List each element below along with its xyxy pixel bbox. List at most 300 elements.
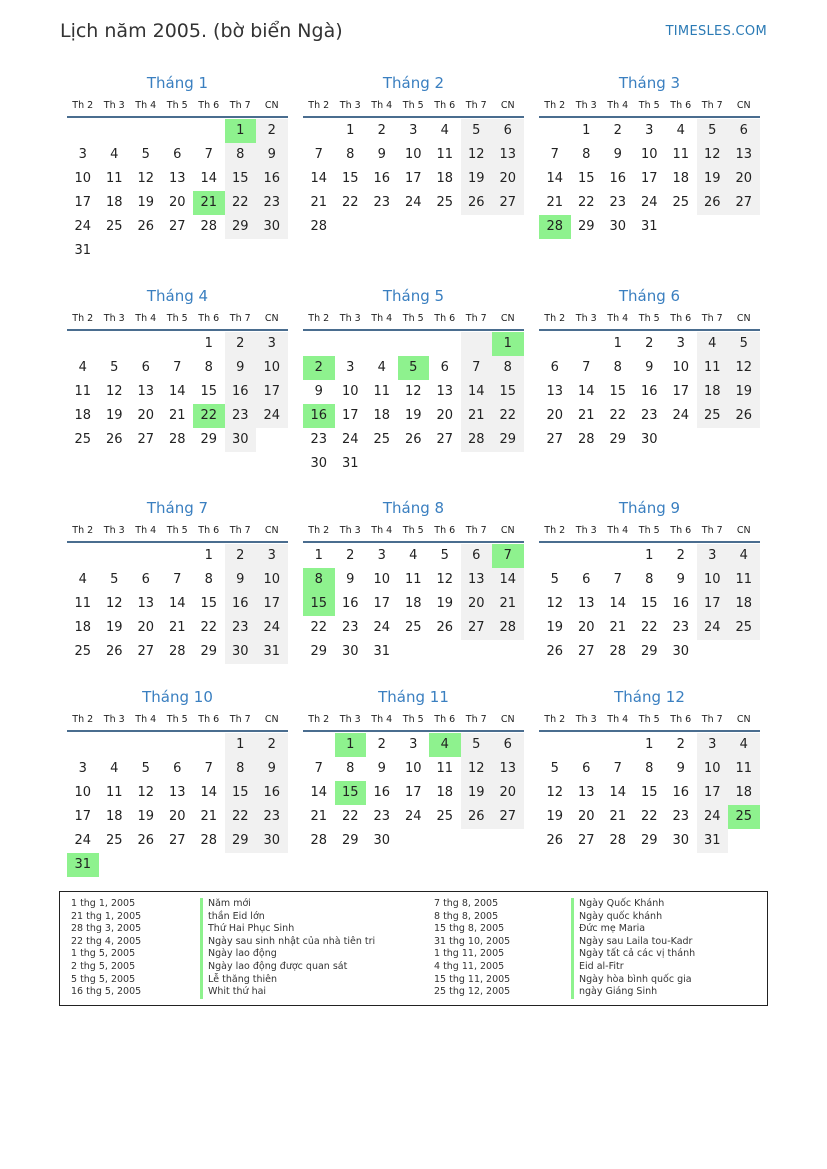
day-cell[interactable]: 28: [310, 219, 328, 234]
day-cell[interactable]: 12: [697, 143, 729, 167]
day-cell[interactable]: 9: [676, 572, 685, 587]
day-cell[interactable]: 21: [609, 809, 627, 824]
day-cell[interactable]: 6: [173, 761, 182, 776]
day-cell[interactable]: 4: [676, 123, 685, 138]
day-cell[interactable]: 27: [492, 805, 524, 829]
day-cell[interactable]: 26: [461, 191, 493, 215]
day-cell[interactable]: 23: [256, 805, 288, 829]
day-cell[interactable]: 22: [225, 191, 257, 215]
day-cell[interactable]: 27: [546, 432, 564, 447]
day-cell[interactable]: 15: [225, 781, 257, 805]
holiday-cell[interactable]: 22: [193, 404, 225, 428]
day-cell[interactable]: 13: [461, 568, 493, 592]
day-cell[interactable]: 18: [697, 380, 729, 404]
day-cell[interactable]: 12: [546, 785, 564, 800]
day-cell[interactable]: 3: [256, 332, 288, 356]
day-cell[interactable]: 2: [613, 123, 622, 138]
day-cell[interactable]: 1: [225, 733, 257, 757]
day-cell[interactable]: 2: [676, 548, 685, 563]
day-cell[interactable]: 6: [440, 360, 449, 375]
day-cell[interactable]: 4: [409, 548, 418, 563]
day-cell[interactable]: 26: [461, 805, 493, 829]
day-cell[interactable]: 10: [341, 384, 359, 399]
day-cell[interactable]: 6: [582, 761, 591, 776]
day-cell[interactable]: 7: [314, 147, 323, 162]
day-cell[interactable]: 10: [404, 147, 422, 162]
day-cell[interactable]: 5: [697, 119, 729, 143]
day-cell[interactable]: 20: [461, 592, 493, 616]
day-cell[interactable]: 20: [137, 620, 155, 635]
day-cell[interactable]: 14: [200, 785, 218, 800]
day-cell[interactable]: 30: [672, 833, 690, 848]
day-cell[interactable]: 29: [200, 644, 218, 659]
day-cell[interactable]: 19: [105, 408, 123, 423]
day-cell[interactable]: 11: [728, 757, 760, 781]
day-cell[interactable]: 20: [436, 408, 454, 423]
day-cell[interactable]: 17: [341, 408, 359, 423]
day-cell[interactable]: 4: [440, 123, 449, 138]
day-cell[interactable]: 28: [168, 432, 186, 447]
day-cell[interactable]: 23: [373, 809, 391, 824]
day-cell[interactable]: 17: [256, 592, 288, 616]
day-cell[interactable]: 4: [110, 147, 119, 162]
day-cell[interactable]: 2: [645, 336, 654, 351]
day-cell[interactable]: 31: [74, 243, 92, 258]
day-cell[interactable]: 27: [436, 432, 454, 447]
day-cell[interactable]: 25: [74, 644, 92, 659]
day-cell[interactable]: 12: [461, 143, 493, 167]
day-cell[interactable]: 18: [74, 408, 92, 423]
day-cell[interactable]: 18: [105, 195, 123, 210]
day-cell[interactable]: 21: [461, 404, 493, 428]
day-cell[interactable]: 2: [346, 548, 355, 563]
day-cell[interactable]: 3: [676, 336, 685, 351]
day-cell[interactable]: 6: [461, 544, 493, 568]
day-cell[interactable]: 20: [728, 167, 760, 191]
day-cell[interactable]: 19: [404, 408, 422, 423]
day-cell[interactable]: 2: [256, 119, 288, 143]
day-cell[interactable]: 20: [492, 167, 524, 191]
day-cell[interactable]: 19: [105, 620, 123, 635]
day-cell[interactable]: 11: [672, 147, 690, 162]
day-cell[interactable]: 3: [697, 544, 729, 568]
day-cell[interactable]: 25: [436, 195, 454, 210]
day-cell[interactable]: 5: [440, 548, 449, 563]
day-cell[interactable]: 10: [256, 356, 288, 380]
day-cell[interactable]: 24: [404, 195, 422, 210]
day-cell[interactable]: 29: [492, 428, 524, 452]
day-cell[interactable]: 6: [582, 572, 591, 587]
day-cell[interactable]: 19: [461, 781, 493, 805]
day-cell[interactable]: 23: [341, 620, 359, 635]
day-cell[interactable]: 28: [310, 833, 328, 848]
day-cell[interactable]: 15: [609, 384, 627, 399]
day-cell[interactable]: 16: [609, 171, 627, 186]
day-cell[interactable]: 26: [436, 620, 454, 635]
day-cell[interactable]: 20: [168, 195, 186, 210]
day-cell[interactable]: 7: [550, 147, 559, 162]
day-cell[interactable]: 27: [577, 644, 595, 659]
day-cell[interactable]: 10: [74, 785, 92, 800]
day-cell[interactable]: 28: [168, 644, 186, 659]
day-cell[interactable]: 7: [314, 761, 323, 776]
day-cell[interactable]: 18: [728, 592, 760, 616]
day-cell[interactable]: 13: [577, 785, 595, 800]
day-cell[interactable]: 9: [346, 572, 355, 587]
day-cell[interactable]: 29: [609, 432, 627, 447]
day-cell[interactable]: 24: [404, 809, 422, 824]
holiday-cell[interactable]: 21: [193, 191, 225, 215]
day-cell[interactable]: 11: [105, 785, 123, 800]
day-cell[interactable]: 11: [404, 572, 422, 587]
day-cell[interactable]: 1: [613, 336, 622, 351]
holiday-cell[interactable]: 25: [728, 805, 760, 829]
day-cell[interactable]: 14: [168, 596, 186, 611]
day-cell[interactable]: 15: [341, 171, 359, 186]
day-cell[interactable]: 26: [697, 191, 729, 215]
day-cell[interactable]: 10: [672, 360, 690, 375]
day-cell[interactable]: 14: [546, 171, 564, 186]
day-cell[interactable]: 24: [373, 620, 391, 635]
day-cell[interactable]: 10: [74, 171, 92, 186]
day-cell[interactable]: 29: [341, 833, 359, 848]
day-cell[interactable]: 17: [672, 384, 690, 399]
day-cell[interactable]: 9: [256, 143, 288, 167]
day-cell[interactable]: 22: [341, 195, 359, 210]
day-cell[interactable]: 9: [256, 757, 288, 781]
holiday-cell[interactable]: 16: [303, 404, 335, 428]
day-cell[interactable]: 19: [461, 167, 493, 191]
holiday-cell[interactable]: 15: [335, 781, 367, 805]
day-cell[interactable]: 31: [373, 644, 391, 659]
day-cell[interactable]: 18: [436, 785, 454, 800]
holiday-cell[interactable]: 1: [335, 733, 367, 757]
day-cell[interactable]: 11: [373, 384, 391, 399]
day-cell[interactable]: 27: [492, 191, 524, 215]
day-cell[interactable]: 20: [492, 781, 524, 805]
day-cell[interactable]: 1: [645, 737, 654, 752]
day-cell[interactable]: 14: [310, 171, 328, 186]
day-cell[interactable]: 5: [110, 360, 119, 375]
day-cell[interactable]: 7: [582, 360, 591, 375]
day-cell[interactable]: 19: [137, 195, 155, 210]
day-cell[interactable]: 5: [110, 572, 119, 587]
day-cell[interactable]: 10: [256, 568, 288, 592]
day-cell[interactable]: 25: [728, 616, 760, 640]
day-cell[interactable]: 31: [640, 219, 658, 234]
day-cell[interactable]: 2: [256, 733, 288, 757]
day-cell[interactable]: 21: [492, 592, 524, 616]
day-cell[interactable]: 10: [640, 147, 658, 162]
day-cell[interactable]: 12: [436, 572, 454, 587]
day-cell[interactable]: 10: [697, 757, 729, 781]
day-cell[interactable]: 12: [404, 384, 422, 399]
day-cell[interactable]: 2: [377, 123, 386, 138]
day-cell[interactable]: 19: [728, 380, 760, 404]
day-cell[interactable]: 13: [728, 143, 760, 167]
day-cell[interactable]: 16: [640, 384, 658, 399]
day-cell[interactable]: 28: [200, 219, 218, 234]
day-cell[interactable]: 4: [78, 572, 87, 587]
day-cell[interactable]: 2: [225, 332, 257, 356]
day-cell[interactable]: 15: [225, 167, 257, 191]
day-cell[interactable]: 27: [137, 644, 155, 659]
holiday-cell[interactable]: 31: [67, 853, 99, 877]
day-cell[interactable]: 10: [404, 761, 422, 776]
day-cell[interactable]: 26: [546, 644, 564, 659]
day-cell[interactable]: 7: [204, 761, 213, 776]
day-cell[interactable]: 15: [577, 171, 595, 186]
day-cell[interactable]: 3: [409, 123, 418, 138]
day-cell[interactable]: 20: [168, 809, 186, 824]
day-cell[interactable]: 31: [256, 640, 288, 664]
day-cell[interactable]: 24: [74, 219, 92, 234]
day-cell[interactable]: 3: [697, 733, 729, 757]
day-cell[interactable]: 21: [577, 408, 595, 423]
day-cell[interactable]: 9: [377, 761, 386, 776]
day-cell[interactable]: 22: [609, 408, 627, 423]
day-cell[interactable]: 22: [200, 620, 218, 635]
day-cell[interactable]: 21: [310, 809, 328, 824]
day-cell[interactable]: 8: [645, 761, 654, 776]
day-cell[interactable]: 17: [256, 380, 288, 404]
day-cell[interactable]: 30: [373, 833, 391, 848]
day-cell[interactable]: 12: [461, 757, 493, 781]
day-cell[interactable]: 5: [550, 761, 559, 776]
day-cell[interactable]: 1: [204, 548, 213, 563]
day-cell[interactable]: 17: [404, 785, 422, 800]
day-cell[interactable]: 16: [373, 785, 391, 800]
day-cell[interactable]: 25: [105, 833, 123, 848]
day-cell[interactable]: 21: [609, 620, 627, 635]
day-cell[interactable]: 20: [137, 408, 155, 423]
day-cell[interactable]: 26: [105, 644, 123, 659]
day-cell[interactable]: 13: [137, 384, 155, 399]
day-cell[interactable]: 26: [137, 833, 155, 848]
day-cell[interactable]: 21: [546, 195, 564, 210]
day-cell[interactable]: 11: [74, 596, 92, 611]
day-cell[interactable]: 5: [461, 733, 493, 757]
day-cell[interactable]: 3: [377, 548, 386, 563]
day-cell[interactable]: 30: [609, 219, 627, 234]
day-cell[interactable]: 8: [204, 572, 213, 587]
day-cell[interactable]: 24: [697, 805, 729, 829]
day-cell[interactable]: 26: [137, 219, 155, 234]
day-cell[interactable]: 8: [204, 360, 213, 375]
day-cell[interactable]: 14: [310, 785, 328, 800]
day-cell[interactable]: 15: [200, 384, 218, 399]
day-cell[interactable]: 15: [640, 596, 658, 611]
day-cell[interactable]: 29: [225, 829, 257, 853]
day-cell[interactable]: 27: [728, 191, 760, 215]
day-cell[interactable]: 13: [436, 384, 454, 399]
day-cell[interactable]: 12: [546, 596, 564, 611]
day-cell[interactable]: 23: [310, 432, 328, 447]
day-cell[interactable]: 23: [672, 620, 690, 635]
day-cell[interactable]: 12: [137, 785, 155, 800]
holiday-cell[interactable]: 1: [225, 119, 257, 143]
day-cell[interactable]: 28: [200, 833, 218, 848]
day-cell[interactable]: 18: [105, 809, 123, 824]
day-cell[interactable]: 15: [492, 380, 524, 404]
day-cell[interactable]: 1: [645, 548, 654, 563]
day-cell[interactable]: 6: [141, 360, 150, 375]
day-cell[interactable]: 31: [341, 456, 359, 471]
day-cell[interactable]: 21: [168, 620, 186, 635]
day-cell[interactable]: 8: [346, 761, 355, 776]
day-cell[interactable]: 16: [256, 167, 288, 191]
day-cell[interactable]: 9: [645, 360, 654, 375]
day-cell[interactable]: 4: [728, 544, 760, 568]
day-cell[interactable]: 23: [225, 404, 257, 428]
day-cell[interactable]: 6: [492, 119, 524, 143]
day-cell[interactable]: 30: [256, 829, 288, 853]
day-cell[interactable]: 17: [404, 171, 422, 186]
day-cell[interactable]: 29: [225, 215, 257, 239]
day-cell[interactable]: 7: [461, 356, 493, 380]
day-cell[interactable]: 22: [225, 805, 257, 829]
day-cell[interactable]: 13: [492, 757, 524, 781]
day-cell[interactable]: 12: [105, 596, 123, 611]
day-cell[interactable]: 11: [436, 761, 454, 776]
day-cell[interactable]: 22: [310, 620, 328, 635]
day-cell[interactable]: 7: [173, 572, 182, 587]
day-cell[interactable]: 12: [137, 171, 155, 186]
day-cell[interactable]: 5: [550, 572, 559, 587]
day-cell[interactable]: 14: [609, 785, 627, 800]
day-cell[interactable]: 8: [492, 356, 524, 380]
day-cell[interactable]: 19: [436, 596, 454, 611]
day-cell[interactable]: 1: [346, 123, 355, 138]
day-cell[interactable]: 24: [341, 432, 359, 447]
day-cell[interactable]: 17: [373, 596, 391, 611]
day-cell[interactable]: 2: [676, 737, 685, 752]
day-cell[interactable]: 6: [550, 360, 559, 375]
day-cell[interactable]: 17: [74, 195, 92, 210]
day-cell[interactable]: 14: [200, 171, 218, 186]
day-cell[interactable]: 10: [373, 572, 391, 587]
day-cell[interactable]: 16: [672, 785, 690, 800]
day-cell[interactable]: 9: [613, 147, 622, 162]
day-cell[interactable]: 7: [204, 147, 213, 162]
day-cell[interactable]: 16: [225, 592, 257, 616]
day-cell[interactable]: 6: [728, 119, 760, 143]
day-cell[interactable]: 3: [78, 147, 87, 162]
day-cell[interactable]: 14: [609, 596, 627, 611]
holiday-cell[interactable]: 5: [398, 356, 430, 380]
holiday-cell[interactable]: 7: [492, 544, 524, 568]
day-cell[interactable]: 8: [346, 147, 355, 162]
day-cell[interactable]: 25: [436, 809, 454, 824]
holiday-cell[interactable]: 15: [303, 592, 335, 616]
day-cell[interactable]: 25: [105, 219, 123, 234]
day-cell[interactable]: 26: [728, 404, 760, 428]
day-cell[interactable]: 28: [577, 432, 595, 447]
day-cell[interactable]: 18: [436, 171, 454, 186]
day-cell[interactable]: 24: [672, 408, 690, 423]
day-cell[interactable]: 20: [577, 809, 595, 824]
day-cell[interactable]: 31: [697, 829, 729, 853]
day-cell[interactable]: 7: [613, 761, 622, 776]
day-cell[interactable]: 4: [377, 360, 386, 375]
day-cell[interactable]: 6: [173, 147, 182, 162]
day-cell[interactable]: 4: [110, 761, 119, 776]
day-cell[interactable]: 1: [204, 336, 213, 351]
day-cell[interactable]: 3: [78, 761, 87, 776]
holiday-cell[interactable]: 8: [303, 568, 335, 592]
day-cell[interactable]: 30: [310, 456, 328, 471]
day-cell[interactable]: 18: [672, 171, 690, 186]
day-cell[interactable]: 30: [341, 644, 359, 659]
day-cell[interactable]: 27: [461, 616, 493, 640]
day-cell[interactable]: 16: [373, 171, 391, 186]
day-cell[interactable]: 24: [697, 616, 729, 640]
day-cell[interactable]: 7: [173, 360, 182, 375]
day-cell[interactable]: 26: [404, 432, 422, 447]
day-cell[interactable]: 17: [697, 592, 729, 616]
holiday-cell[interactable]: 28: [539, 215, 571, 239]
day-cell[interactable]: 19: [137, 809, 155, 824]
day-cell[interactable]: 16: [256, 781, 288, 805]
day-cell[interactable]: 8: [645, 572, 654, 587]
day-cell[interactable]: 29: [577, 219, 595, 234]
day-cell[interactable]: 13: [137, 596, 155, 611]
day-cell[interactable]: 17: [697, 781, 729, 805]
day-cell[interactable]: 23: [373, 195, 391, 210]
day-cell[interactable]: 9: [314, 384, 323, 399]
day-cell[interactable]: 15: [200, 596, 218, 611]
day-cell[interactable]: 17: [640, 171, 658, 186]
day-cell[interactable]: 29: [640, 644, 658, 659]
day-cell[interactable]: 1: [314, 548, 323, 563]
holiday-cell[interactable]: 1: [492, 332, 524, 356]
day-cell[interactable]: 9: [225, 568, 257, 592]
day-cell[interactable]: 23: [640, 408, 658, 423]
day-cell[interactable]: 13: [546, 384, 564, 399]
day-cell[interactable]: 4: [78, 360, 87, 375]
day-cell[interactable]: 12: [105, 384, 123, 399]
day-cell[interactable]: 26: [546, 833, 564, 848]
day-cell[interactable]: 22: [341, 809, 359, 824]
day-cell[interactable]: 25: [404, 620, 422, 635]
day-cell[interactable]: 28: [492, 616, 524, 640]
day-cell[interactable]: 4: [697, 332, 729, 356]
day-cell[interactable]: 13: [168, 785, 186, 800]
day-cell[interactable]: 26: [105, 432, 123, 447]
day-cell[interactable]: 22: [577, 195, 595, 210]
day-cell[interactable]: 16: [672, 596, 690, 611]
day-cell[interactable]: 22: [640, 620, 658, 635]
day-cell[interactable]: 11: [436, 147, 454, 162]
day-cell[interactable]: 29: [640, 833, 658, 848]
day-cell[interactable]: 18: [373, 408, 391, 423]
day-cell[interactable]: 30: [225, 428, 257, 452]
day-cell[interactable]: 25: [74, 432, 92, 447]
day-cell[interactable]: 16: [225, 380, 257, 404]
day-cell[interactable]: 30: [225, 640, 257, 664]
day-cell[interactable]: 18: [74, 620, 92, 635]
day-cell[interactable]: 14: [461, 380, 493, 404]
day-cell[interactable]: 25: [373, 432, 391, 447]
day-cell[interactable]: 11: [105, 171, 123, 186]
day-cell[interactable]: 19: [697, 167, 729, 191]
day-cell[interactable]: 2: [377, 737, 386, 752]
day-cell[interactable]: 2: [225, 544, 257, 568]
day-cell[interactable]: 29: [200, 432, 218, 447]
day-cell[interactable]: 3: [256, 544, 288, 568]
day-cell[interactable]: 21: [168, 408, 186, 423]
day-cell[interactable]: 29: [310, 644, 328, 659]
